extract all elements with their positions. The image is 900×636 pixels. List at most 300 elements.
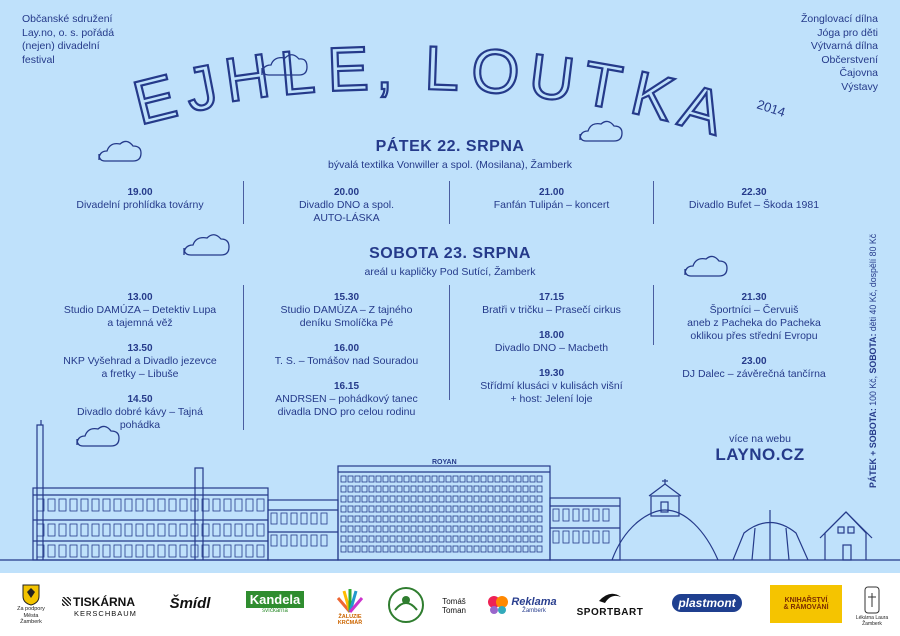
- price-label: PÁTEK + SOBOTA:: [868, 408, 878, 488]
- window: [362, 486, 367, 492]
- knihkupectvi-logo: [770, 585, 842, 623]
- window: [495, 526, 500, 532]
- window: [418, 526, 423, 532]
- window: [481, 486, 486, 492]
- window: [474, 496, 479, 502]
- window: [439, 516, 444, 522]
- window: [453, 546, 458, 552]
- window: [593, 509, 599, 521]
- window: [481, 476, 486, 482]
- window: [446, 516, 451, 522]
- window: [147, 545, 154, 557]
- window: [397, 546, 402, 552]
- window: [355, 536, 360, 542]
- window: [516, 496, 521, 502]
- sponsor-footer: [0, 573, 900, 636]
- window: [246, 524, 253, 536]
- window: [70, 524, 77, 536]
- window: [81, 524, 88, 536]
- event-title: Střídmí klusáci v kulisách višní: [480, 380, 623, 392]
- window: [467, 526, 472, 532]
- window: [495, 486, 500, 492]
- window: [453, 536, 458, 542]
- window: [418, 546, 423, 552]
- factory-sign: ROYAN: [432, 459, 457, 466]
- window: [369, 536, 374, 542]
- window: [125, 499, 132, 511]
- window: [481, 536, 486, 542]
- window: [390, 526, 395, 532]
- window: [509, 536, 514, 542]
- event-title: a tajemná věž: [107, 317, 173, 329]
- window: [467, 516, 472, 522]
- window: [537, 546, 542, 552]
- window: [92, 524, 99, 536]
- sunburst-icon: [335, 586, 365, 614]
- window: [257, 545, 264, 557]
- house: [825, 512, 866, 560]
- window: [341, 546, 346, 552]
- window: [383, 546, 388, 552]
- window: [530, 526, 535, 532]
- window: [583, 509, 589, 521]
- window: [411, 536, 416, 542]
- smidl-logo: [155, 589, 225, 617]
- window: [418, 496, 423, 502]
- window: [516, 486, 521, 492]
- window: [147, 499, 154, 511]
- window: [523, 506, 528, 512]
- window: [362, 476, 367, 482]
- window: [502, 506, 507, 512]
- window: [136, 545, 143, 557]
- title-letter: L: [277, 37, 318, 109]
- window: [425, 486, 430, 492]
- window: [516, 546, 521, 552]
- window: [439, 526, 444, 532]
- window: [48, 524, 55, 536]
- window: [48, 545, 55, 557]
- window: [446, 546, 451, 552]
- event-time: 19.30: [538, 368, 565, 379]
- window: [446, 476, 451, 482]
- window: [460, 496, 465, 502]
- window: [383, 526, 388, 532]
- window: [502, 496, 507, 502]
- window: [460, 536, 465, 542]
- window: [291, 535, 297, 546]
- window: [397, 476, 402, 482]
- window: [362, 546, 367, 552]
- window: [271, 513, 277, 524]
- sponsor-text: KNIHAŘSTVÍ: [784, 597, 828, 604]
- window: [523, 496, 528, 502]
- window: [425, 526, 430, 532]
- window: [341, 496, 346, 502]
- window: [169, 545, 176, 557]
- window: [383, 536, 388, 542]
- event-title: Bratři v tričku – Prasečí cirkus: [482, 304, 621, 316]
- window: [439, 496, 444, 502]
- window: [341, 506, 346, 512]
- window: [390, 486, 395, 492]
- window: [411, 526, 416, 532]
- window: [418, 506, 423, 512]
- event-title: Studio DAMÚZA – Detektiv Lupa: [63, 304, 217, 316]
- chimney: [37, 425, 43, 560]
- activity-item: Čajovna: [839, 67, 878, 79]
- window: [530, 506, 535, 512]
- window: [502, 526, 507, 532]
- title-letter: T: [577, 48, 627, 124]
- event-time: 21.00: [538, 187, 565, 198]
- saturday-venue: areál u kapličky Pod Sutící, Žamberk: [364, 266, 536, 278]
- window: [418, 536, 423, 542]
- sponsor-text: Žamberk: [862, 621, 882, 627]
- window: [390, 476, 395, 482]
- window: [523, 536, 528, 542]
- window: [348, 476, 353, 482]
- window: [488, 526, 493, 532]
- sponsor-text: Tomáš: [442, 597, 466, 606]
- sponsor-text: & RÁMOVÁNÍ: [783, 604, 829, 611]
- window: [425, 546, 430, 552]
- window: [311, 513, 317, 524]
- event-time: 14.50: [127, 394, 153, 405]
- window: [383, 496, 388, 502]
- window: [404, 516, 409, 522]
- window: [495, 496, 500, 502]
- window: [523, 486, 528, 492]
- window: [523, 476, 528, 482]
- window: [362, 536, 367, 542]
- window: [502, 536, 507, 542]
- window: [404, 476, 409, 482]
- window: [411, 486, 416, 492]
- window: [563, 531, 569, 543]
- window: [530, 516, 535, 522]
- window: [453, 486, 458, 492]
- window: [516, 506, 521, 512]
- window: [488, 486, 493, 492]
- window: [348, 516, 353, 522]
- window: [92, 545, 99, 557]
- organizer-line: Lay.no, o. s. pořádá: [22, 26, 115, 39]
- window: [376, 546, 381, 552]
- window: [397, 526, 402, 532]
- window: [537, 536, 542, 542]
- window: [439, 476, 444, 482]
- window: [446, 536, 451, 542]
- window: [474, 526, 479, 532]
- event-title: aneb z Pacheka do Pacheka: [687, 317, 821, 329]
- window: [516, 476, 521, 482]
- window: [553, 509, 559, 521]
- round-green-logo: [384, 583, 428, 627]
- window: [603, 531, 609, 543]
- window: [291, 513, 297, 524]
- event-title: Divadelní prohlídka továrny: [76, 199, 204, 211]
- window: [418, 516, 423, 522]
- window: [341, 486, 346, 492]
- window: [523, 526, 528, 532]
- window: [495, 506, 500, 512]
- window: [383, 476, 388, 482]
- window: [573, 531, 579, 543]
- window: [537, 516, 542, 522]
- window: [404, 496, 409, 502]
- window: [460, 506, 465, 512]
- window: [516, 526, 521, 532]
- window: [281, 513, 287, 524]
- window: [509, 506, 514, 512]
- window: [246, 545, 253, 557]
- window: [136, 524, 143, 536]
- factory-building: [268, 500, 338, 560]
- window: [136, 499, 143, 511]
- window: [404, 506, 409, 512]
- window: [495, 546, 500, 552]
- window: [92, 499, 99, 511]
- window: [114, 524, 121, 536]
- window: [530, 486, 535, 492]
- activity-item: Žonglovací dílna: [800, 13, 878, 25]
- window: [553, 531, 559, 543]
- window: [432, 476, 437, 482]
- title-letter: ,: [376, 34, 394, 103]
- window: [355, 476, 360, 482]
- title-letter: J: [179, 52, 224, 126]
- window: [523, 546, 528, 552]
- window: [523, 516, 528, 522]
- butterfly-icon: [487, 594, 509, 616]
- window: [376, 536, 381, 542]
- window: [257, 499, 264, 511]
- window: [460, 516, 465, 522]
- event-title: DJ Dalec – závěrečná tančírna: [682, 368, 826, 380]
- title-letter: H: [220, 41, 275, 116]
- sponsor-text: Reklama: [511, 596, 557, 608]
- window: [446, 486, 451, 492]
- plastmont-logo: [664, 591, 750, 615]
- window: [81, 499, 88, 511]
- window: [467, 476, 472, 482]
- sponsor-text: Lékárna Laura: [855, 615, 889, 621]
- window: [537, 486, 542, 492]
- sponsor-text: ŽALUZIE KRČMÁŘ: [337, 614, 363, 626]
- window: [509, 546, 514, 552]
- event-time: 13.00: [127, 292, 153, 303]
- reklama-logo: [484, 585, 560, 625]
- title-letter: K: [624, 58, 681, 135]
- sponsor-text: Za podpory: [17, 606, 45, 613]
- event-title: Divadlo Bufet – Škoda 1981: [688, 199, 820, 211]
- window: [439, 506, 444, 512]
- window: [488, 506, 493, 512]
- window: [59, 499, 66, 511]
- event-time: 21.30: [741, 292, 767, 303]
- window: [369, 506, 374, 512]
- window: [495, 536, 500, 542]
- window: [474, 516, 479, 522]
- sponsor-text: TISKÁRNA: [73, 594, 135, 609]
- window: [390, 506, 395, 512]
- window: [495, 516, 500, 522]
- window: [467, 546, 472, 552]
- window: [355, 516, 360, 522]
- swirl-icon: [597, 591, 623, 607]
- window: [411, 506, 416, 512]
- web-link[interactable]: LAYNO.CZ: [715, 445, 805, 464]
- window: [321, 513, 327, 524]
- title-letter: E: [126, 61, 184, 139]
- window: [467, 536, 472, 542]
- window: [516, 516, 521, 522]
- event-title: a fretky – Libuše: [101, 368, 179, 380]
- window: [488, 476, 493, 482]
- window: [509, 486, 514, 492]
- toman-logo: [436, 591, 472, 621]
- window: [411, 496, 416, 502]
- window: [103, 499, 110, 511]
- activity-item: Občerstvení: [821, 53, 878, 66]
- window: [348, 526, 353, 532]
- window: [453, 506, 458, 512]
- window: [404, 486, 409, 492]
- window: [390, 516, 395, 522]
- window: [425, 496, 430, 502]
- window: [397, 516, 402, 522]
- window: [467, 496, 472, 502]
- window: [213, 545, 220, 557]
- activity-item: Jóga pro děti: [817, 26, 878, 39]
- window: [488, 496, 493, 502]
- event-title: divadla DNO pro celou rodinu: [277, 406, 416, 418]
- window: [467, 486, 472, 492]
- window: [390, 546, 395, 552]
- window: [603, 509, 609, 521]
- window: [446, 506, 451, 512]
- window: [453, 496, 458, 502]
- window: [397, 506, 402, 512]
- event-title: NKP Vyšehrad a Divadlo jezevce: [63, 355, 217, 367]
- window: [481, 516, 486, 522]
- event-title: Divadlo dobré kávy – Tajná: [77, 406, 203, 418]
- window: [425, 516, 430, 522]
- window: [376, 476, 381, 482]
- event-time: 22.30: [741, 187, 767, 198]
- price-value: děti 40 Kč, dospělí 80 Kč: [868, 233, 878, 334]
- window: [446, 496, 451, 502]
- window: [397, 486, 402, 492]
- window: [355, 506, 360, 512]
- window: [439, 486, 444, 492]
- window: [348, 536, 353, 542]
- window: [369, 496, 374, 502]
- window: [114, 499, 121, 511]
- window: [432, 506, 437, 512]
- sponsor-text: Kandela: [246, 591, 305, 608]
- window: [383, 516, 388, 522]
- window: [509, 526, 514, 532]
- window: [460, 526, 465, 532]
- window: [502, 546, 507, 552]
- window: [404, 536, 409, 542]
- window: [341, 476, 346, 482]
- window: [404, 526, 409, 532]
- friday-venue: bývalá textilka Vonwiller a spol. (Mosilana), Žamberk: [328, 159, 572, 171]
- sponsor-text: Města Žamberk: [20, 612, 42, 626]
- window: [418, 486, 423, 492]
- window: [158, 545, 165, 557]
- window: [530, 476, 535, 482]
- window: [369, 476, 374, 482]
- window: [281, 535, 287, 546]
- window: [583, 531, 589, 543]
- window: [488, 516, 493, 522]
- window: [376, 516, 381, 522]
- title-letter: O: [469, 36, 522, 109]
- price-value: 100 Kč,: [868, 375, 878, 409]
- window: [369, 526, 374, 532]
- window: [530, 536, 535, 542]
- window: [362, 496, 367, 502]
- event-time: 20.00: [333, 187, 360, 198]
- hill: [612, 510, 718, 560]
- window: [257, 524, 264, 536]
- zaluzie-logo: [328, 581, 372, 631]
- window: [169, 499, 176, 511]
- event-title: Športníci – Červuiš: [709, 304, 799, 316]
- window: [180, 524, 187, 536]
- window: [390, 496, 395, 502]
- event-title: deníku Smolíčka Pé: [299, 317, 394, 329]
- tiskarna-logo: [62, 591, 148, 621]
- window: [213, 524, 220, 536]
- window: [530, 546, 535, 552]
- window: [453, 476, 458, 482]
- event-title: Fanfán Tulipán – koncert: [493, 199, 610, 211]
- window: [432, 526, 437, 532]
- event-title: Divadlo DNO a spol.: [298, 199, 395, 211]
- window: [348, 496, 353, 502]
- event-time: 13.50: [127, 343, 153, 354]
- window: [509, 516, 514, 522]
- window: [460, 486, 465, 492]
- window: [158, 499, 165, 511]
- city-logo: [12, 577, 50, 633]
- price-label: SOBOTA:: [868, 333, 878, 374]
- title-letter: E: [326, 34, 370, 105]
- window: [411, 476, 416, 482]
- kandela-logo: [236, 587, 314, 617]
- factory-building: [550, 498, 620, 560]
- window: [432, 546, 437, 552]
- window: [439, 546, 444, 552]
- window: [481, 496, 486, 502]
- window: [425, 476, 430, 482]
- window: [369, 516, 374, 522]
- window: [474, 486, 479, 492]
- window: [474, 506, 479, 512]
- window: [474, 536, 479, 542]
- emblem-icon: [387, 586, 425, 624]
- organizer-line: Občanské sdružení: [22, 13, 113, 25]
- window: [355, 496, 360, 502]
- window: [103, 545, 110, 557]
- event-time: 15.30: [333, 292, 360, 303]
- event-title: T. S. – Tomášov nad Souradou: [274, 355, 419, 367]
